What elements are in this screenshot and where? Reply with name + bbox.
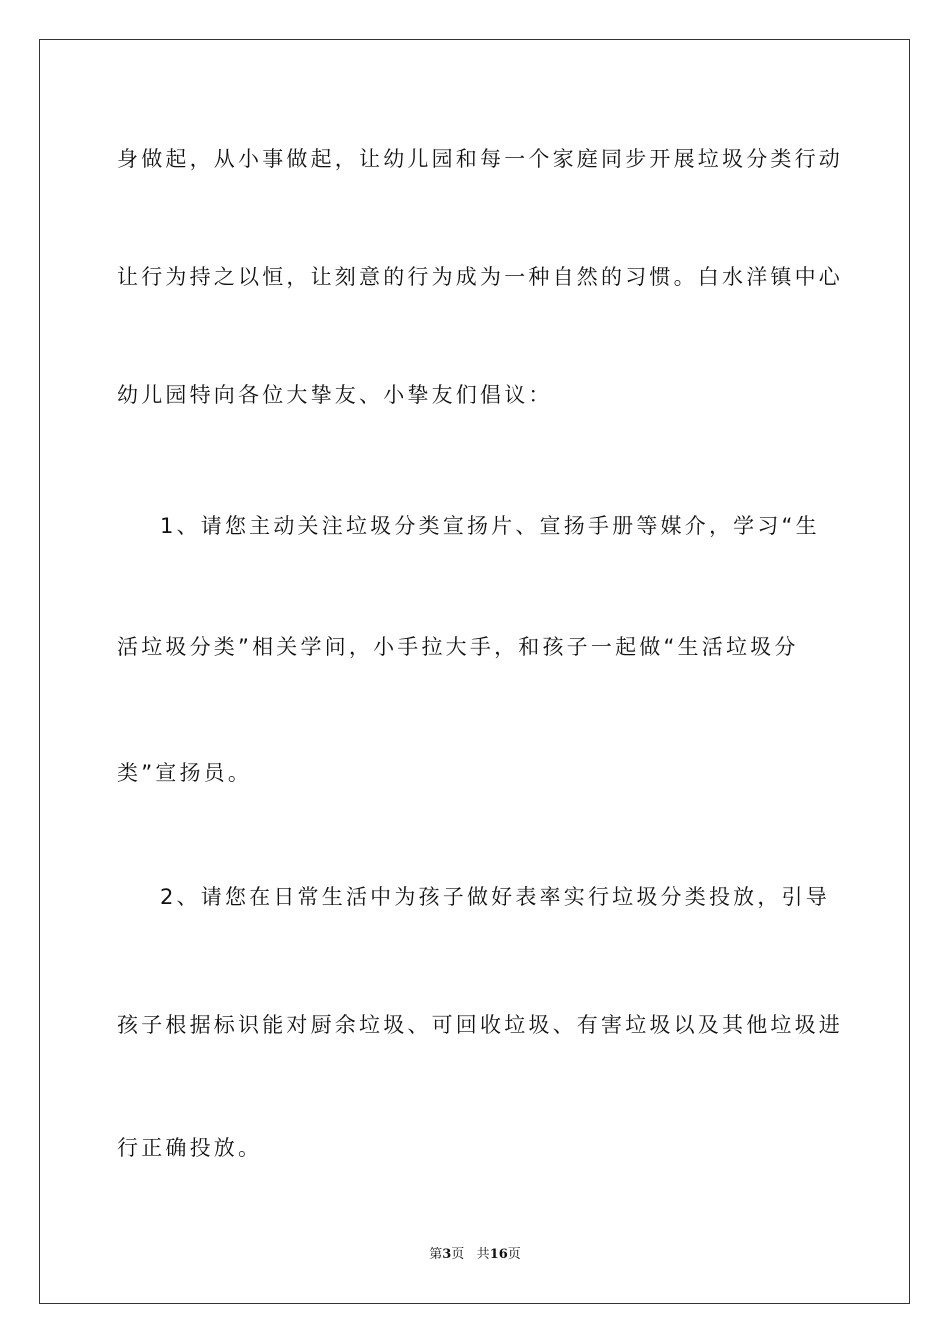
- footer-page-prefix: 第: [429, 1247, 443, 1262]
- body-line-8: 孩子根据标识能对厨余垃圾、可回收垃圾、有害垃圾以及其他垃圾进: [117, 1013, 843, 1037]
- body-line-5: 活垃圾分类”相关学问，小手拉大手，和孩子一起做“生活垃圾分: [117, 635, 799, 659]
- body-line-9: 行正确投放。: [117, 1136, 263, 1160]
- footer-total-pages: 16: [489, 1247, 508, 1262]
- footer-page-suffix: 页: [451, 1247, 465, 1262]
- body-line-7-paragraph-2: 2、请您在日常生活中为孩子做好表率实行垃圾分类投放，引导: [160, 885, 830, 909]
- body-line-3: 幼儿园特向各位大挚友、小挚友们倡议：: [117, 383, 553, 407]
- body-line-4-paragraph-1: 1、请您主动关注垃圾分类宣扬片、宣扬手册等媒介，学习“生: [160, 514, 820, 538]
- page-footer: [0, 1246, 950, 1264]
- body-line-6: 类”宣扬员。: [117, 761, 253, 785]
- footer-total-prefix: 共: [476, 1247, 490, 1262]
- footer-total-suffix: 页: [507, 1247, 521, 1262]
- footer-page-number: 3: [442, 1247, 452, 1262]
- page-border: [39, 39, 910, 1304]
- body-line-1: 身做起，从小事做起，让幼儿园和每一个家庭同步开展垃圾分类行动: [117, 147, 843, 171]
- body-line-2: 让行为持之以恒，让刻意的行为成为一种自然的习惯。白水洋镇中心: [117, 265, 843, 289]
